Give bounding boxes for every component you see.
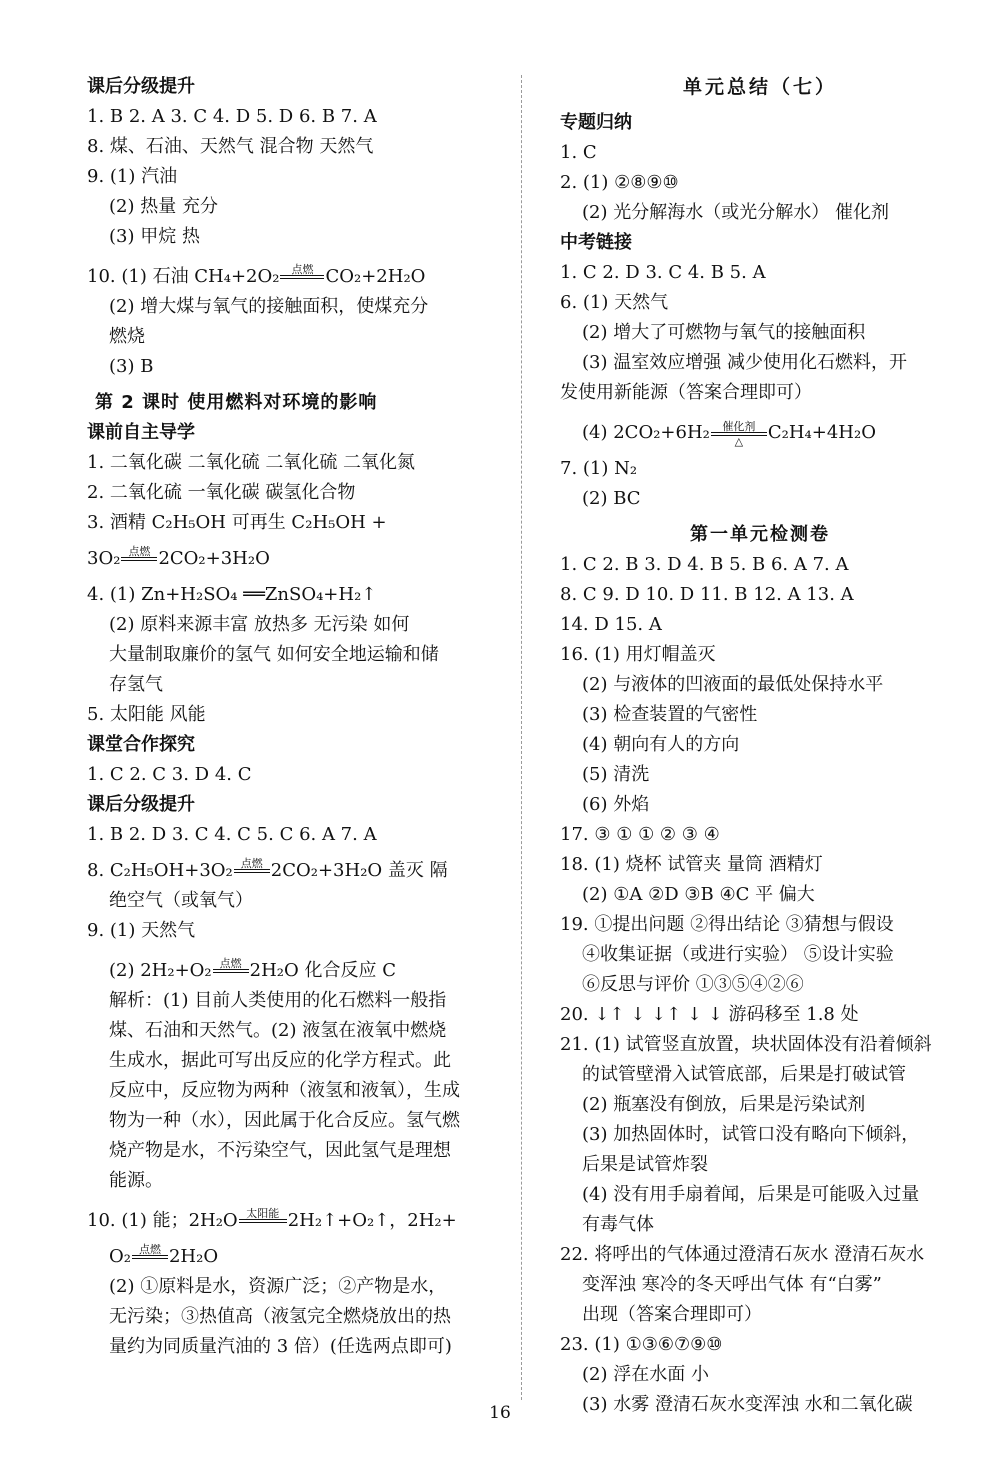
explanation-line: 烧产物是水，不污染空气，因此氢气是理想 <box>109 1140 451 1161</box>
left-column <box>87 72 497 1362</box>
answer-line: (2) 与液体的凹液面的最低处保持水平 <box>582 674 884 695</box>
answer-line: (6) 外焰 <box>582 794 650 815</box>
heating-symbol: △ <box>734 435 744 448</box>
reaction-arrow <box>711 421 767 447</box>
answer-line: 9. (1) 汽油 <box>87 166 178 187</box>
answer-line: 3. 酒精 C₂H₅OH 可再生 C₂H₅OH + <box>87 512 387 533</box>
answer-line: 16. (1) 用灯帽盖灭 <box>560 644 716 665</box>
column-divider <box>521 75 522 1400</box>
equation-left: (2) 2H₂+O₂ <box>109 960 212 981</box>
equation-line <box>87 856 497 886</box>
answer-line: (3) 温室效应增强 减少使用化石燃料，开 <box>582 352 907 373</box>
answer-line: 14. D 15. A <box>560 614 662 635</box>
equation-line <box>87 544 497 574</box>
reaction-arrow <box>121 546 157 561</box>
answer-line: 后果是试管炸裂 <box>582 1154 708 1175</box>
answer-line: 18. (1) 烧杯 试管夹 量筒 酒精灯 <box>560 854 823 875</box>
answer-line: (2) BC <box>582 488 641 509</box>
section-heading: 课后分级提升 <box>87 76 195 97</box>
answer-line: 无污染；③热值高（液氢完全燃烧放出的热 <box>109 1306 451 1327</box>
reaction-condition: 点燃 <box>240 856 263 870</box>
reaction-arrow <box>213 958 249 973</box>
equation-left: 3O₂ <box>87 548 121 569</box>
reaction-arrow <box>280 264 324 279</box>
answer-line: 1. B 2. A 3. C 4. D 5. D 6. B 7. A <box>87 106 377 127</box>
answer-line: (2) 增大煤与氧气的接触面积，使煤充分 <box>109 296 429 317</box>
answer-line: (2) 浮在水面 小 <box>582 1364 709 1385</box>
answer-line: ⑥反思与评价 ①③⑤④②⑥ <box>582 974 804 995</box>
answer-line: 1. C 2. D 3. C 4. B 5. A <box>560 262 766 283</box>
reaction-condition: 太阳能 <box>246 1206 280 1220</box>
equation-left: 10. (1) 石油 CH₄+2O₂ <box>87 266 280 287</box>
reaction-arrow <box>239 1208 287 1223</box>
page-number: 16 <box>489 1403 511 1423</box>
answer-line: (3) 水雾 澄清石灰水变浑浊 水和二氧化碳 <box>582 1394 913 1415</box>
answer-line: (3) B <box>109 356 154 377</box>
reaction-condition: 点燃 <box>291 262 314 276</box>
answer-line: (5) 清洗 <box>582 764 650 785</box>
answer-line: (4) 朝向有人的方向 <box>582 734 740 755</box>
answer-line: 1. 二氧化碳 二氧化硫 二氧化硫 二氧化氮 <box>87 452 416 473</box>
answer-line: 量约为同质量汽油的 3 倍）(任选两点即可) <box>109 1336 452 1357</box>
reaction-condition: 点燃 <box>138 1242 161 1256</box>
answer-line: 变浑浊 寒冷的冬天呼出气体 有“白雾” <box>582 1274 882 1295</box>
reaction-condition: 点燃 <box>128 544 151 558</box>
answer-line: 6. (1) 天然气 <box>560 292 669 313</box>
section-heading: 课前自主导学 <box>87 422 195 443</box>
answer-line: (2) 增大了可燃物与氧气的接触面积 <box>582 322 866 343</box>
explanation-line: 解析：(1) 目前人类使用的化石燃料一般指 <box>109 990 447 1011</box>
section-heading: 课后分级提升 <box>87 794 195 815</box>
answer-line: 绝空气（或氧气） <box>109 890 253 911</box>
unit-summary-title: 单元总结（七） <box>682 76 837 98</box>
answer-line: 17. ③ ① ① ② ③ ④ <box>560 824 720 845</box>
reaction-condition: 点燃 <box>219 956 242 970</box>
right-column <box>560 72 960 1420</box>
answer-line: (3) 检查装置的气密性 <box>582 704 758 725</box>
explanation-line: 反应中，反应物为两种（液氢和液氧），生成 <box>109 1080 460 1101</box>
equation-right: 2H₂O <box>168 1246 219 1267</box>
answer-line: 1. C 2. B 3. D 4. B 5. B 6. A 7. A <box>560 554 849 575</box>
equation-left: (4) 2CO₂+6H₂ <box>582 422 710 443</box>
answer-line: 发使用新能源（答案合理即可） <box>560 382 812 403</box>
answer-line: 2. 二氧化硫 一氧化碳 碳氢化合物 <box>87 482 356 503</box>
answer-line: (2) 瓶塞没有倒放，后果是污染试剂 <box>582 1094 866 1115</box>
answer-line: 21. (1) 试管竖直放置，块状固体没有沿着倾斜 <box>560 1034 932 1055</box>
answer-line: (2) ①A ②D ③B ④C 平 偏大 <box>582 884 815 905</box>
answer-line: 23. (1) ①③⑥⑦⑨⑩ <box>560 1334 723 1355</box>
answer-line: 1. C 2. C 3. D 4. C <box>87 764 252 785</box>
answer-line: (2) 热量 充分 <box>109 196 218 217</box>
answer-line: 8. C 9. D 10. D 11. B 12. A 13. A <box>560 584 854 605</box>
answer-line: 8. 煤、石油、天然气 混合物 天然气 <box>87 136 374 157</box>
explanation-line: 生成水，据此可写出反应的化学方程式。此 <box>109 1050 451 1071</box>
answer-line: 2. (1) ②⑧⑨⑩ <box>560 172 679 193</box>
answer-line: 9. (1) 天然气 <box>87 920 196 941</box>
answer-line: 燃烧 <box>109 326 145 347</box>
answer-line: 1. B 2. D 3. C 4. C 5. C 6. A 7. A <box>87 824 377 845</box>
answer-line: 20. ↓↑ ↓ ↓↑ ↓ ↓ 游码移至 1.8 处 <box>560 1004 859 1025</box>
answer-line: 22. 将呼出的气体通过澄清石灰水 澄清石灰水 <box>560 1244 925 1265</box>
answer-line: (3) 加热固体时，试管口没有略向下倾斜， <box>582 1124 920 1145</box>
equation-line <box>87 956 497 986</box>
explanation-line: 物为一种（水），因此属于化合反应。氢气燃 <box>109 1110 460 1131</box>
equation-line <box>87 262 497 292</box>
equation-line <box>87 1206 497 1236</box>
answer-line: 5. 太阳能 风能 <box>87 704 206 725</box>
test-title: 第一单元检测卷 <box>690 524 830 545</box>
section-heading: 专题归纳 <box>560 112 632 133</box>
equation-right: 2CO₂+3H₂O 盖灭 隔 <box>270 860 448 881</box>
answer-line: ④收集证据（或进行实验） ⑤设计实验 <box>582 944 894 965</box>
reaction-arrow <box>132 1244 168 1259</box>
equation-left: 10. (1) 能；2H₂O <box>87 1210 238 1231</box>
answer-line: 的试管壁滑入试管底部，后果是打破试管 <box>582 1064 906 1085</box>
answer-line: (3) 甲烷 热 <box>109 226 200 247</box>
answer-line: 大量制取廉价的氢气 如何安全地运输和储 <box>109 644 439 665</box>
equation-right: CO₂+2H₂O <box>325 266 426 287</box>
equation-line <box>560 418 960 448</box>
answer-line: 存氢气 <box>109 674 163 695</box>
answer-line: 有毒气体 <box>582 1214 654 1235</box>
answer-line: 4. (1) Zn+H₂SO₄ ══ZnSO₄+H₂↑ <box>87 584 377 605</box>
equation-left: 8. C₂H₅OH+3O₂ <box>87 860 233 881</box>
section-heading: 课堂合作探究 <box>87 734 195 755</box>
reaction-arrow <box>234 858 270 873</box>
equation-left: O₂ <box>109 1246 131 1267</box>
answer-line: 1. C <box>560 142 597 163</box>
equation-right: 2CO₂+3H₂O <box>158 548 270 569</box>
answer-line: 19. ①提出问题 ②得出结论 ③猜想与假设 <box>560 914 894 935</box>
explanation-line: 煤、石油和天然气。(2) 液氢在液氧中燃烧 <box>109 1020 447 1041</box>
explanation-line: 能源。 <box>109 1170 163 1191</box>
answer-line: (2) 光分解海水（或光分解水） 催化剂 <box>582 202 889 223</box>
answer-line: 7. (1) N₂ <box>560 458 638 479</box>
answer-line: (4) 没有用手扇着闻，后果是可能吸入过量 <box>582 1184 920 1205</box>
equation-right: 2H₂↑+O₂↑，2H₂+ <box>287 1210 457 1231</box>
equation-right: C₂H₄+4H₂O <box>767 422 876 443</box>
lesson-title: 第 2 课时 使用燃料对环境的影响 <box>95 392 378 413</box>
reaction-condition: 催化剂 <box>722 420 756 433</box>
answer-line: (2) 原料来源丰富 放热多 无污染 如何 <box>109 614 410 635</box>
answer-line: 出现（答案合理即可） <box>582 1304 762 1325</box>
equation-line <box>87 1242 497 1272</box>
equation-right: 2H₂O 化合反应 C <box>249 960 396 981</box>
answer-line: (2) ①原料是水，资源广泛；②产物是水， <box>109 1276 447 1297</box>
section-heading: 中考链接 <box>560 232 632 253</box>
